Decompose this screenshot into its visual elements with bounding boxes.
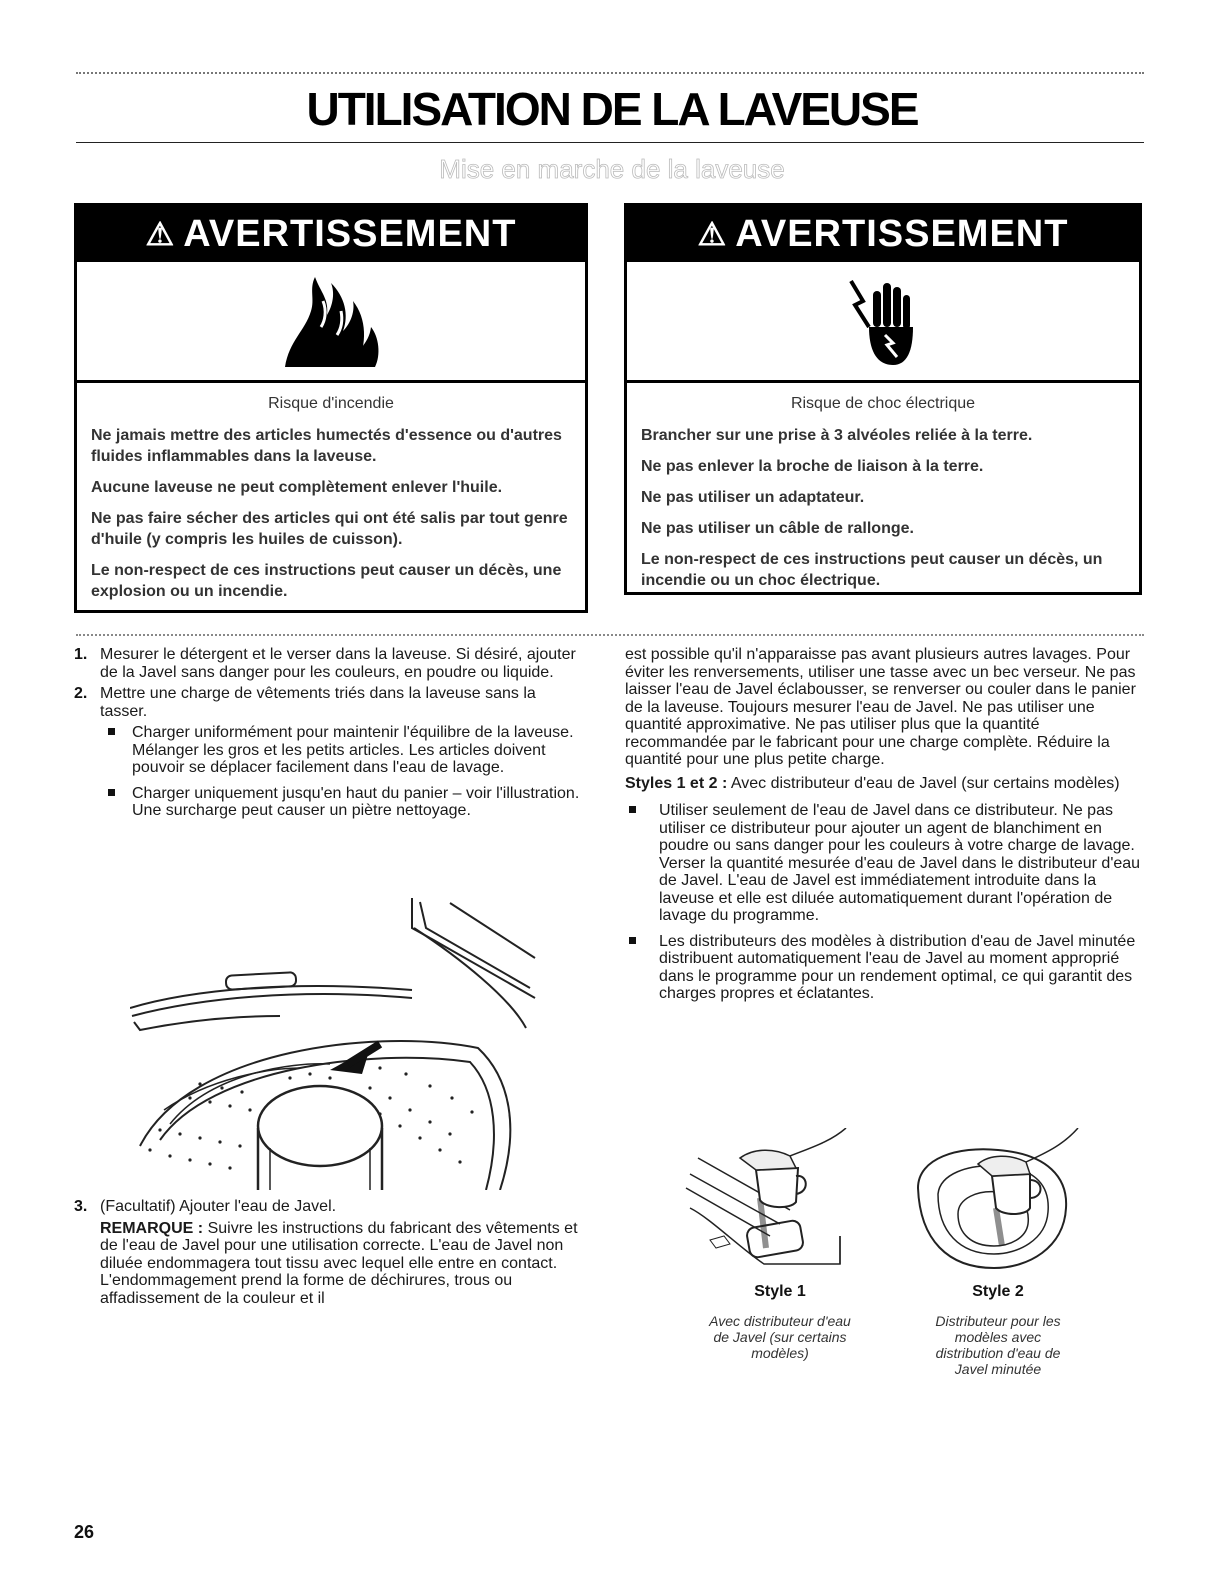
caption-line: Distributeur pour les xyxy=(935,1313,1061,1329)
figure-title: Style 2 xyxy=(972,1283,1024,1300)
warning-line: Ne pas utiliser un câble de rallonge. xyxy=(641,520,914,537)
warning-line: Le non-respect de ces instructions peut causer un décès, un incendie ou un choc électrique. xyxy=(641,551,1103,589)
step-text: (Facultatif) Ajouter l'eau de Javel. xyxy=(100,1198,337,1215)
bullet-square-icon xyxy=(629,937,636,944)
list-item xyxy=(74,724,586,777)
warning-triangle-icon: ⚠ xyxy=(145,216,176,252)
bullet-text: Charger uniformément pour maintenir l'équilibre de la laveuse. Mélanger les gros et les petits articles. Les articles doivent pouvoir se déplacer facilement dans l'eau de lavage. xyxy=(132,724,574,776)
figure-style-1 xyxy=(680,1128,880,1361)
electric-shock-icon xyxy=(843,271,923,371)
continuation-text: est possible qu'il n'apparaisse pas avant plusieurs autres lavages. Pour éviter les renversements, utiliser une tasse avec un bec verseur. Ne pas laisser l'eau de Javel éclabousser, se renverser ou couler dans le panier de la laveuse. Toujours mesurer l'eau de Javel. Ne pas utiliser une quantité approximative. Ne pas utiliser plus que la quantité recommandée par le fabricant pour une charge complète. Réduire la quantité pour une plus petite charge. xyxy=(625,646,1136,768)
warning-triangle-icon: ⚠ xyxy=(697,216,728,252)
caption-line: Javel minutée xyxy=(954,1361,1042,1377)
bullet-text: Charger uniquement jusqu'en haut du panier – voir l'illustration. Une surcharge peut causer un piètre nettoyage. xyxy=(132,784,580,819)
bleach-dispenser-style-1-illustration xyxy=(680,1128,880,1276)
list-item xyxy=(625,802,1143,925)
warning-line: Le non-respect de ces instructions peut causer un décès, une explosion ou un incendie. xyxy=(91,562,562,600)
caption-line: modèles) xyxy=(751,1345,809,1361)
step-number: 3. xyxy=(74,1198,88,1215)
step-3 xyxy=(74,1198,586,1307)
step-1 xyxy=(74,646,586,681)
styles-intro xyxy=(625,775,1143,793)
figure-caption xyxy=(680,1313,880,1361)
step-note xyxy=(100,1220,586,1308)
warning-header-label: AVERTISSEMENT xyxy=(183,212,517,255)
warning-risk: Risque de choc électrique xyxy=(790,395,976,412)
washer-basket-illustration xyxy=(130,898,540,1190)
page-title: UTILISATION DE LA LAVEUSE xyxy=(306,83,918,135)
warning-box-fire xyxy=(74,203,588,613)
page-subtitle: Mise en marche de la laveuse xyxy=(439,154,785,184)
step-2 xyxy=(74,685,586,720)
page-number: 26 xyxy=(74,1522,95,1542)
figure-title: Style 1 xyxy=(754,1283,806,1300)
warning-risk: Risque d'incendie xyxy=(268,395,394,412)
caption-line: distribution d'eau de xyxy=(935,1345,1061,1361)
list-item xyxy=(74,785,586,820)
fire-icon xyxy=(271,271,391,371)
bleach-dispenser-style-2-illustration xyxy=(898,1128,1098,1276)
styles-label: Styles 1 et 2 : xyxy=(625,774,728,792)
step-number: 2. xyxy=(74,685,88,702)
warning-line: Ne pas utiliser un adaptateur. xyxy=(641,489,865,506)
warning-line: Ne pas enlever la broche de liaison à la terre. xyxy=(641,458,984,475)
left-column xyxy=(74,646,586,828)
warning-picture xyxy=(627,262,1139,383)
warning-line: Ne jamais mettre des articles humectés d'essence ou d'autres fluides inflammables dans la laveuse. xyxy=(91,427,562,465)
note-label: REMARQUE : xyxy=(100,1219,204,1237)
warning-header xyxy=(77,206,585,262)
right-column xyxy=(625,646,1143,1011)
caption-line: modèles avec xyxy=(954,1329,1042,1345)
warning-line: Brancher sur une prise à 3 alvéoles reliée à la terre. xyxy=(641,427,1033,444)
bullet-square-icon xyxy=(108,728,115,735)
bullet-square-icon xyxy=(629,806,636,813)
warning-header xyxy=(627,206,1139,262)
step-text: Mettre une charge de vêtements triés dans la laveuse sans la tasser. xyxy=(100,685,536,720)
bullet-text: Utiliser seulement de l'eau de Javel dans ce distributeur. Ne pas utiliser ce distributeur pour ajouter un agent de blanchiment en poudre ou sans danger pour les couleurs à votre charge de lavage. Verser la quantité mesurée d'eau de Javel dans le distributeur d'eau de Javel. L'eau de Javel est immédiatement introduite dans la laveuse et elle est diluée automatiquement durant l'opération de lavage du programme. xyxy=(659,802,1141,924)
title-rule xyxy=(76,142,1144,143)
list-item xyxy=(625,933,1143,1003)
figure-style-2 xyxy=(898,1128,1098,1377)
caption-line: de Javel (sur certains xyxy=(713,1329,847,1345)
warning-line: Aucune laveuse ne peut complètement enlever l'huile. xyxy=(91,479,503,496)
note-text: Suivre les instructions du fabricant des vêtements et de l'eau de Javel pour une utilisation correcte. L'eau de Javel non diluée endommagera tout tissu avec lequel elle entre en contact. L'endommagement prend la forme de déchirures, trous ou affadissement de la couleur et il xyxy=(100,1219,578,1307)
warning-box-electric xyxy=(624,203,1142,595)
bullet-text: Les distributeurs des modèles à distribution d'eau de Javel minutée distribuent automatiquement l'eau de Javel au moment approprié dans le programme pour un rendement optimal, ce qui garantit des charges propres et éclatantes. xyxy=(659,932,1136,1002)
bullet-square-icon xyxy=(108,789,115,796)
styles-text: Avec distributeur d'eau de Javel (sur certains modèles) xyxy=(730,774,1120,792)
top-dotted-rule xyxy=(76,72,1144,74)
step-3-block xyxy=(74,1198,586,1311)
figure-caption xyxy=(898,1313,1098,1377)
caption-line: Avec distributeur d'eau xyxy=(709,1313,851,1329)
step-text: Mesurer le détergent et le verser dans la laveuse. Si désiré, ajouter de la Javel sans danger pour les couleurs, en poudre ou liquide. xyxy=(100,646,576,681)
warning-line: Ne pas faire sécher des articles qui ont été salis par tout genre d'huile (y compris les huiles de cuisson). xyxy=(91,510,568,548)
step-number: 1. xyxy=(74,646,88,663)
section-dotted-rule xyxy=(76,634,1144,636)
warning-picture xyxy=(77,262,585,383)
warning-header-label: AVERTISSEMENT xyxy=(735,212,1069,255)
